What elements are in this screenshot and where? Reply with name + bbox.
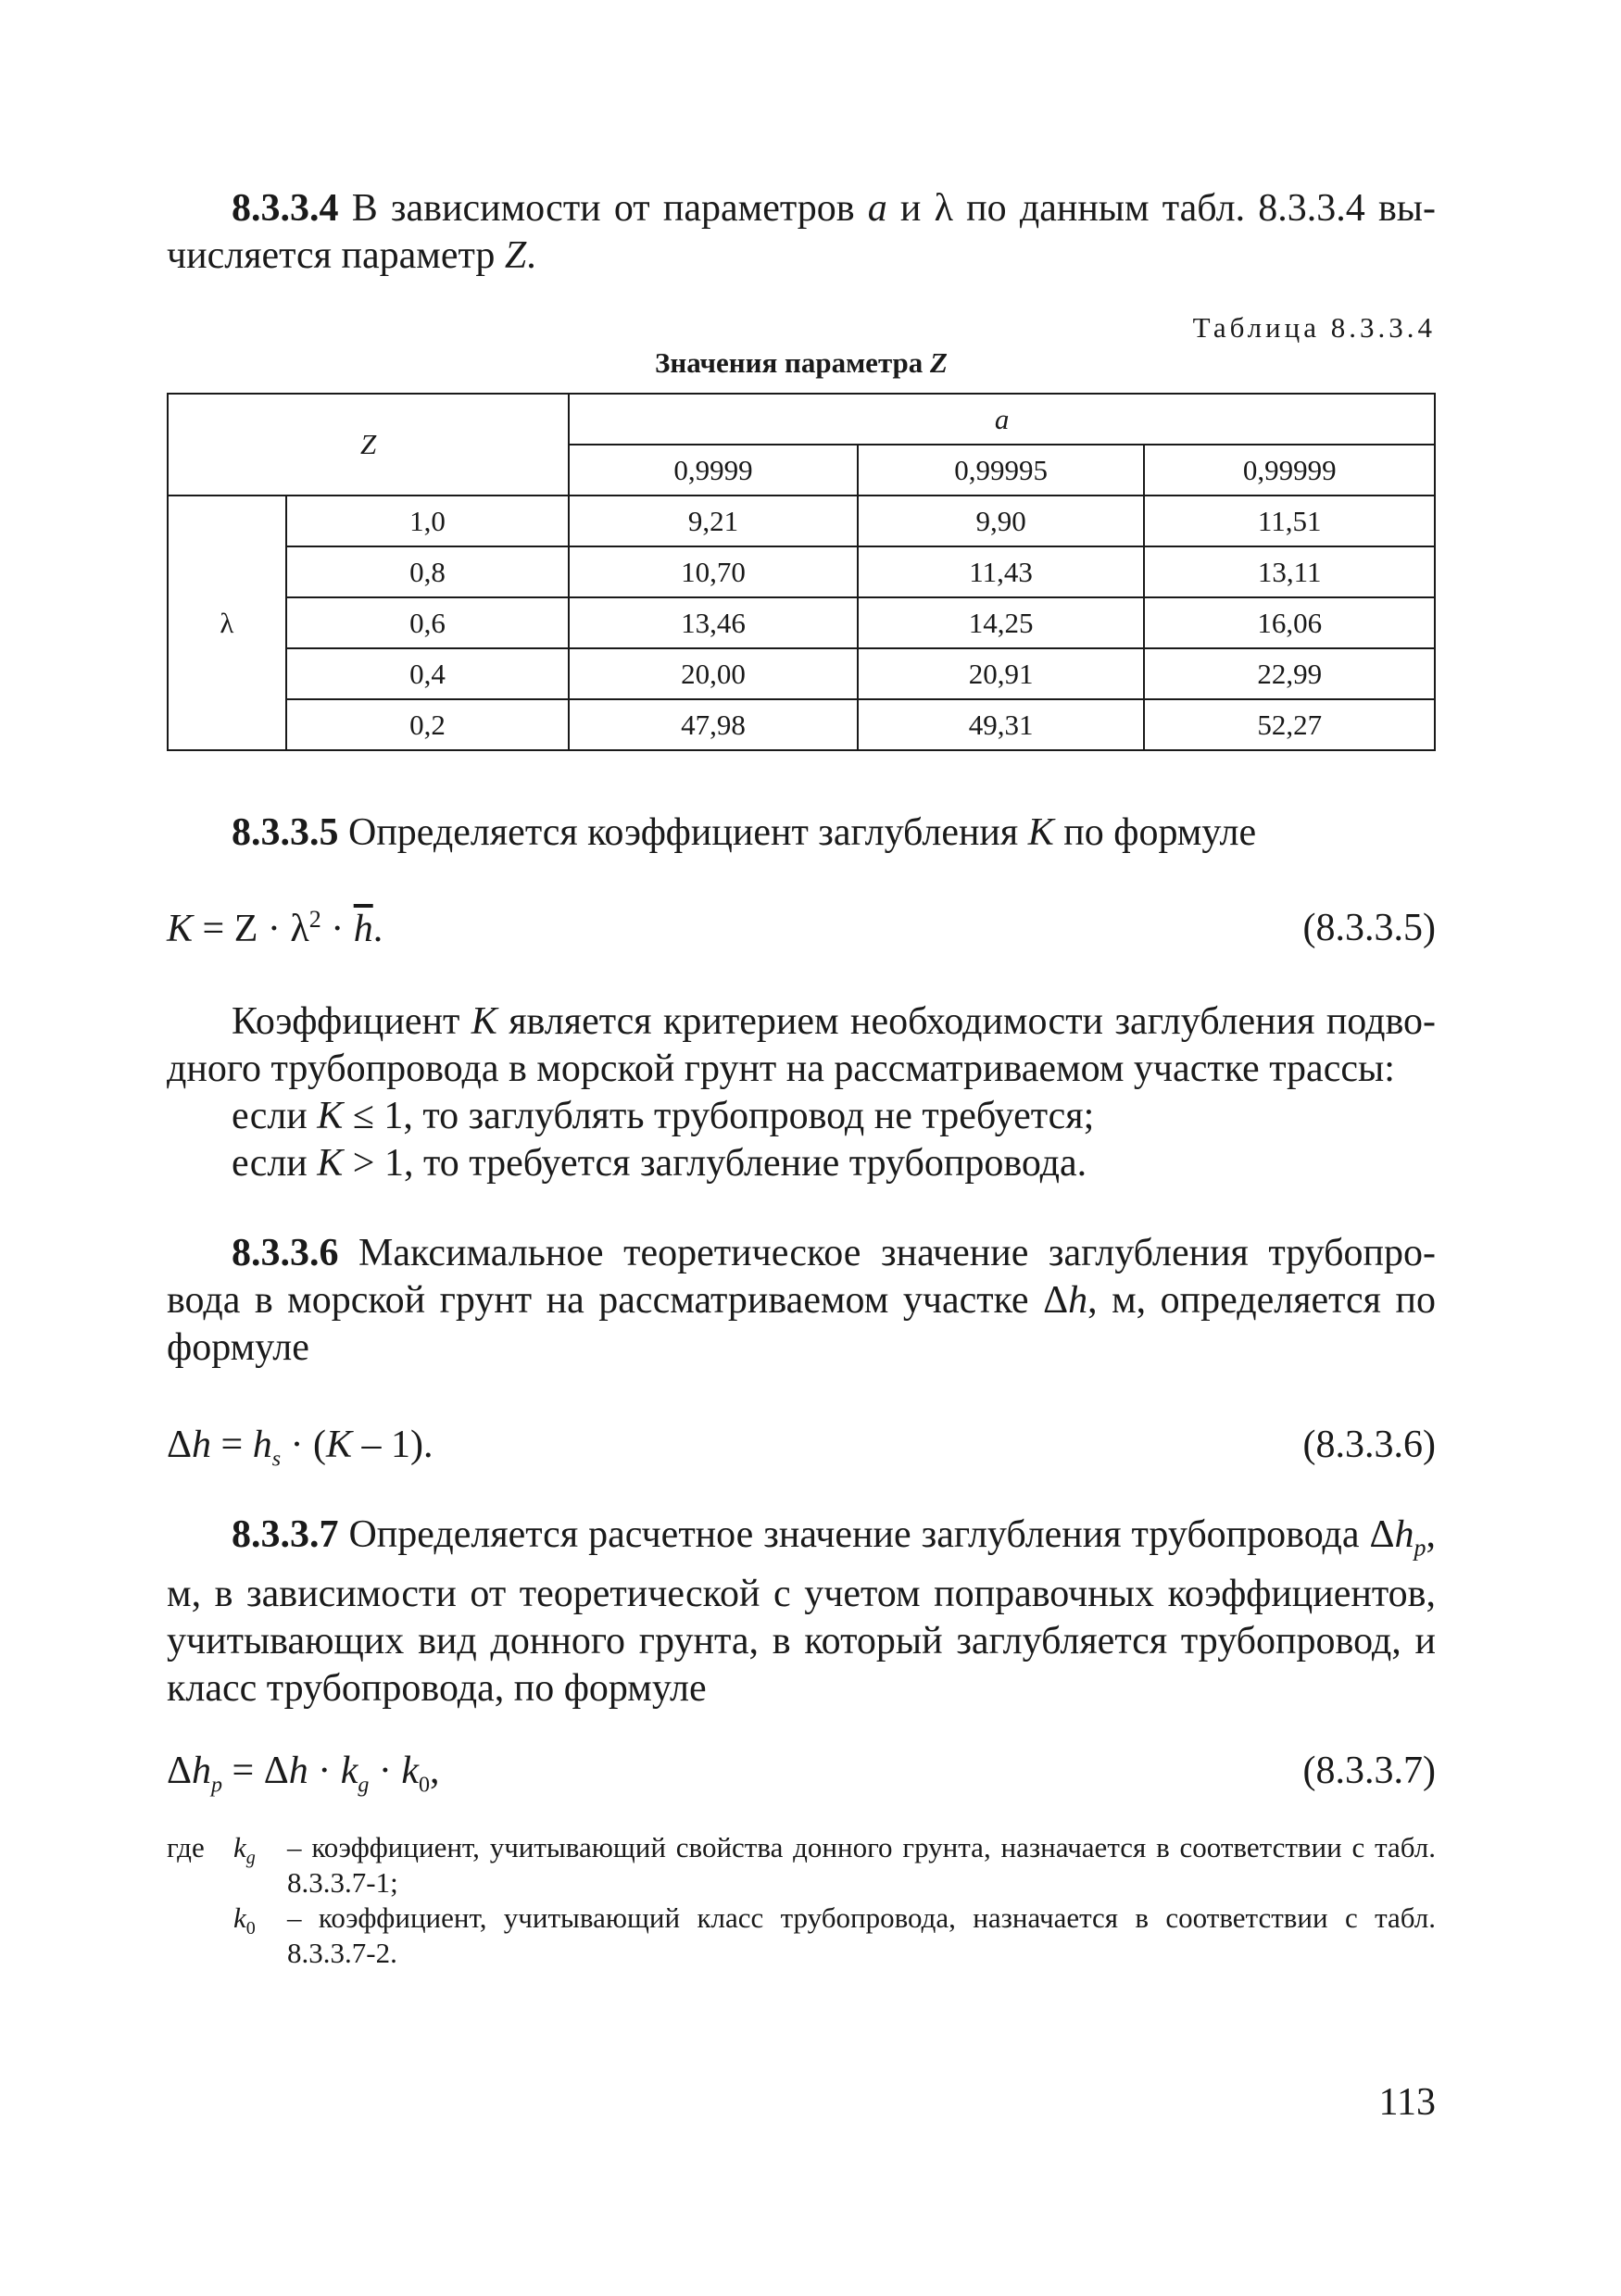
formula-8-3-3-7	[167, 1749, 1436, 1800]
section-number: 8.3.3.7	[232, 1513, 339, 1556]
column-header: 0,9999	[569, 445, 858, 496]
lambda-cell: 0,8	[286, 546, 569, 597]
section-number: 8.3.3.6	[232, 1232, 339, 1274]
table-row	[168, 648, 1435, 699]
condition-1: если K ≤ 1, то заглублять трубопровод не требуется;	[232, 1095, 1095, 1137]
table-cell: 16,06	[1144, 597, 1435, 648]
formula-number: (8.3.3.7)	[1302, 1750, 1436, 1792]
lambda-cell: 0,6	[286, 597, 569, 648]
table-header-row	[168, 394, 1435, 445]
table-title: Значения параметра Z	[655, 346, 948, 379]
table-corner-cell: Z	[168, 394, 569, 496]
criterion-text: Коэффициент K является критерием необходимости заглубления подво-дного трубопровода в морской грунт на рассматриваемом участке трассы:	[167, 1000, 1436, 1090]
table-row	[168, 546, 1435, 597]
lambda-cell: 0,4	[286, 648, 569, 699]
table-row	[168, 597, 1435, 648]
formula-8-3-3-5	[167, 906, 1436, 958]
formula-number: (8.3.3.6)	[1302, 1424, 1436, 1466]
table-cell: 9,90	[858, 496, 1145, 546]
section-number: 8.3.3.4	[232, 187, 339, 230]
legend-item-kg: где $k_g$ – коэффициент, учитывающий свойства донного грунта, назначается в соответствии с табл. 8.3.3.7-1;	[167, 1831, 1436, 1899]
formula-8-3-3-6	[167, 1423, 1436, 1474]
table-cell: 10,70	[569, 546, 858, 597]
z-values-table	[167, 393, 1436, 751]
paragraph-8-3-3-7: 8.3.3.7 Определяется расчетное значение заглубления трубопровода $\Delta h_p$, м, в зависимости от теоретической с учетом поправочных коэффициентов, учитывающих вид донного грунта, в который заглубляется трубопровод, и класс трубопровода, по формуле	[167, 1513, 1436, 1711]
lambda-cell: 0,2	[286, 699, 569, 750]
condition-2: если K > 1, то требуется заглубление трубопровода.	[232, 1142, 1087, 1185]
formula-expression: $\Delta h = h_s \cdot (K - 1)$.	[167, 1424, 434, 1472]
table-cell: 11,51	[1144, 496, 1435, 546]
paragraph-8-3-3-6: 8.3.3.6 Максимальное теоретическое значение заглубления трубопро-вода в морской грунт на рассматриваемом участке Δh, м, определяется по формуле	[167, 1232, 1436, 1369]
table-cell: 47,98	[569, 699, 858, 750]
table-row	[168, 496, 1435, 546]
column-group-header: a	[569, 394, 1435, 445]
lambda-cell: 1,0	[286, 496, 569, 546]
legend-item-k0: $k_0$ – коэффициент, учитывающий класс трубопровода, назначается в соответствии с табл. 8.3.3.7-2.	[233, 1901, 1436, 1969]
table-cell: 13,46	[569, 597, 858, 648]
paragraph-8-3-3-5: 8.3.3.5 Определяется коэффициент заглубления K по формуле	[232, 811, 1257, 854]
table-cell: 52,27	[1144, 699, 1435, 750]
table-cell: 49,31	[858, 699, 1145, 750]
section-number: 8.3.3.5	[232, 811, 339, 854]
column-header: 0,99999	[1144, 445, 1435, 496]
table-cell: 14,25	[858, 597, 1145, 648]
table-cell: 13,11	[1144, 546, 1435, 597]
table-cell: 11,43	[858, 546, 1145, 597]
table-caption: Таблица 8.3.3.4	[1192, 311, 1436, 344]
table-row	[168, 699, 1435, 750]
formula-legend	[167, 1830, 1436, 1971]
formula-expression: $K = Z \cdot \lambda^2 \cdot \overline{h}$.	[167, 906, 383, 950]
paragraph-k-criterion	[167, 998, 1436, 1187]
row-group-header: λ	[168, 496, 286, 750]
table-cell: 20,00	[569, 648, 858, 699]
table-cell: 22,99	[1144, 648, 1435, 699]
paragraph-8-3-3-4: 8.3.3.4 В зависимости от параметров а и λ по данным табл. 8.3.3.4 вы-числяется параметр Z.	[167, 187, 1437, 277]
table-cell: 9,21	[569, 496, 858, 546]
formula-expression: $\Delta h_p = \Delta h \cdot k_g \cdot k_0$,	[167, 1750, 440, 1798]
column-header: 0,99995	[858, 445, 1145, 496]
page-number: 113	[1378, 2081, 1436, 2124]
formula-number: (8.3.3.5)	[1302, 907, 1436, 949]
table-cell: 20,91	[858, 648, 1145, 699]
